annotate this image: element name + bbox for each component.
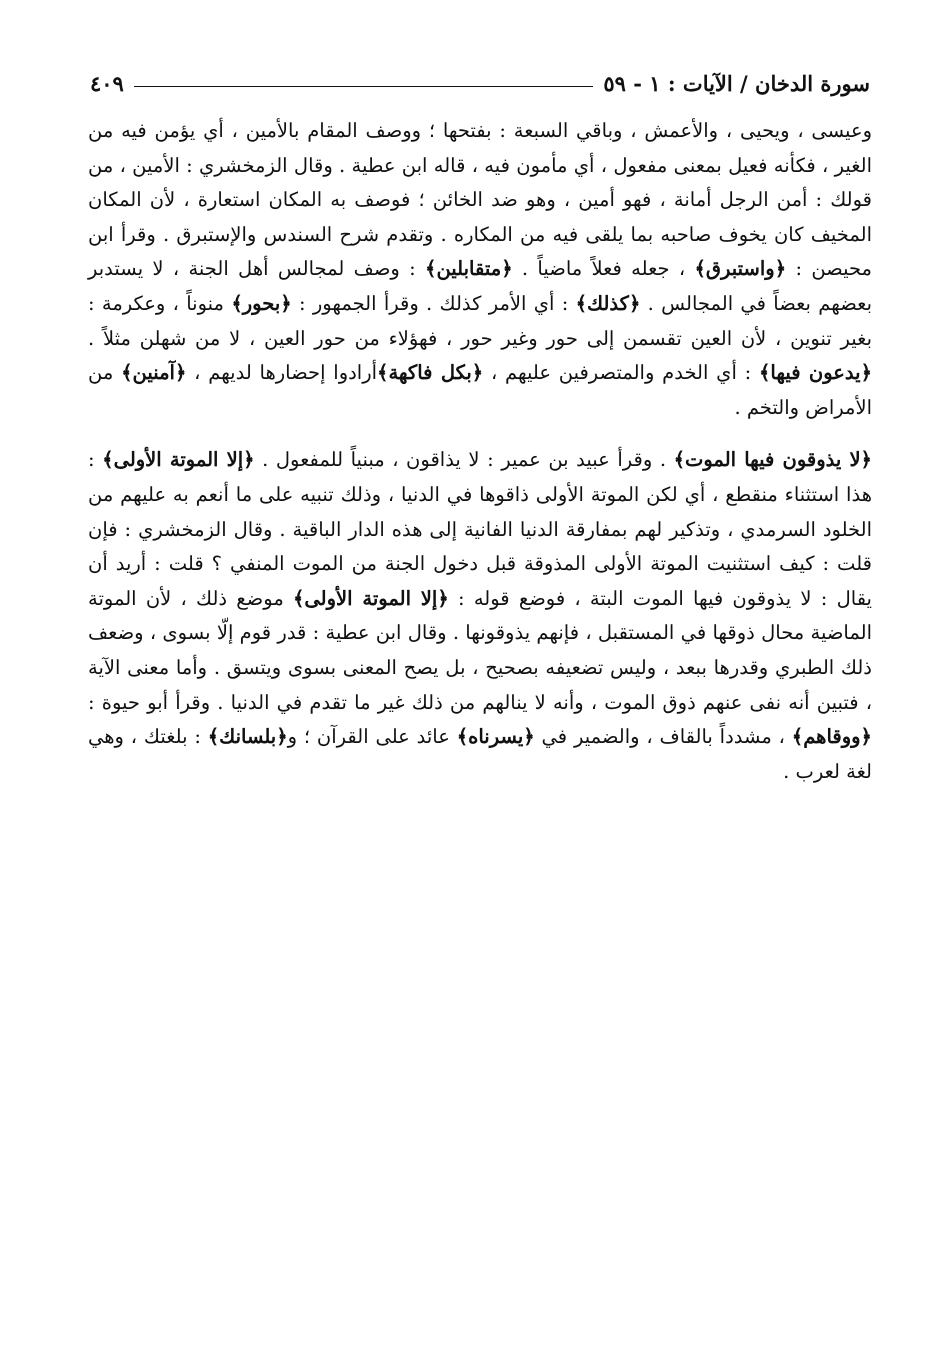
text-run: : وصف لمجالس أهل الجنة ، لا يستدبر بعضهم بعضاً في المجالس . bbox=[88, 257, 872, 315]
quran-quote: ﴿إلا الموتة الأولى﴾ bbox=[102, 448, 255, 472]
text-run: وعيسى ، ويحيى ، والأعمش ، وباقي السبعة : بفتحها ؛ ووصف المقام بالأمين ، أي يؤمن فيه من الغير ، فكأنه فعيل بمعنى مفعول ، أي مأمون فيه ، قاله ابن عطية . وقال الزمخشري : الأمين ، من قولك : أمن الرجل أمانة ، فهو أمين ، وهو ضد الخائن ؛ فوصف به المكان استعارة ، لأن المكان المخيف كان يخوف صاحبه بما يلقى فيه من المكاره . وتقدم شرح السندس والإستبرق . وقرأ ابن محيصن : bbox=[88, 119, 872, 281]
quran-quote: ﴿واستبرق﴾ bbox=[694, 257, 787, 281]
text-run: : بلغتك ، وهي لغة لعرب . bbox=[88, 725, 872, 783]
text-run: موضع ذلك ، لأن الموتة الماضية محال ذوقها في المستقبل ، فإنهم يذوقونها . وقال ابن عطية : قدر قوم إلّا بسوى ، وضعف ذلك الطبري وقدرها ببعد ، وليس تضعيفه بصحيح ، بل يصح المعنى بسوى ويتسق . وأما معنى الآية ، فتبين أنه نفى عنهم ذوق الموت ، وأنه لا ينالهم من ذلك غير ما تقدم في الدنيا . وقرأ أبو حيوة : bbox=[88, 586, 872, 714]
quran-quote: ﴿كذلك﴾ bbox=[575, 291, 641, 315]
text-run: . وقرأ عبيد بن عمير : لا يذاقون ، مبنياً للمفعول . bbox=[254, 448, 674, 472]
running-header bbox=[90, 66, 870, 100]
text-run: ، مشدداً بالقاف ، والضمير في bbox=[534, 725, 792, 749]
quran-quote: ﴿يسرناه﴾ bbox=[456, 725, 535, 749]
quran-quote: ﴿بكل فاكهة﴾ bbox=[377, 361, 484, 385]
quran-quote: ﴿إلا الموتة الأولى﴾ bbox=[293, 586, 449, 610]
text-run: ، جعله فعلاً ماضياً . bbox=[512, 257, 695, 281]
text-run: منوناً ، وعكرمة : بغير تنوين ، لأن العين تقسمن إلى حور وغير حور ، فهؤلاء من حور العين ، لا من شهلن مثلاً . bbox=[88, 291, 872, 350]
text-run: : أي الخدم والمتصرفين عليهم ، bbox=[483, 361, 759, 385]
surah-title: سورة الدخان / الآيات : ١ - ٥٩ bbox=[603, 70, 870, 96]
quran-quote: ﴿ووقاهم﴾ bbox=[791, 725, 872, 749]
text-run: من الأمراض والتخم . bbox=[88, 361, 872, 419]
text-run: عائد على القرآن ؛ و bbox=[287, 725, 457, 749]
commentary-text bbox=[88, 114, 872, 789]
paragraph bbox=[88, 114, 872, 425]
text-run: : أي الأمر كذلك . وقرأ الجمهور : bbox=[291, 291, 576, 315]
text-run: أرادوا إحضارها لديهم ، bbox=[186, 361, 378, 385]
quran-quote: ﴿يدعون فيها﴾ bbox=[758, 361, 873, 385]
header-rule bbox=[134, 86, 594, 87]
quran-quote: ﴿آمنين﴾ bbox=[121, 361, 187, 385]
page-number: ٤٠٩ bbox=[90, 70, 124, 96]
quran-quote: ﴿بلسانك﴾ bbox=[207, 725, 288, 749]
quran-quote: ﴿لا يذوقون فيها الموت﴾ bbox=[673, 448, 872, 472]
paragraph bbox=[88, 443, 872, 789]
quran-quote: ﴿بحور﴾ bbox=[231, 291, 292, 315]
quran-quote: ﴿متقابلين﴾ bbox=[425, 257, 513, 281]
text-run: : هذا استثناء منقطع ، أي لكن الموتة الأولى ذاقوها في الدنيا ، وذلك تنبيه على ما أنعم به عليهم من الخلود السرمدي ، وتذكير لهم بمفارقة الدنيا الفانية إلى هذه الدار الباقية . وقال الزمخشري : فإن قلت : كيف استثنيت الموتة الأولى المذوقة قبل دخول الجنة من الموت المنفي ؟ قلت : أريد أن يقال : لا يذوقون فيها الموت البتة ، فوضع قوله : bbox=[88, 448, 872, 610]
